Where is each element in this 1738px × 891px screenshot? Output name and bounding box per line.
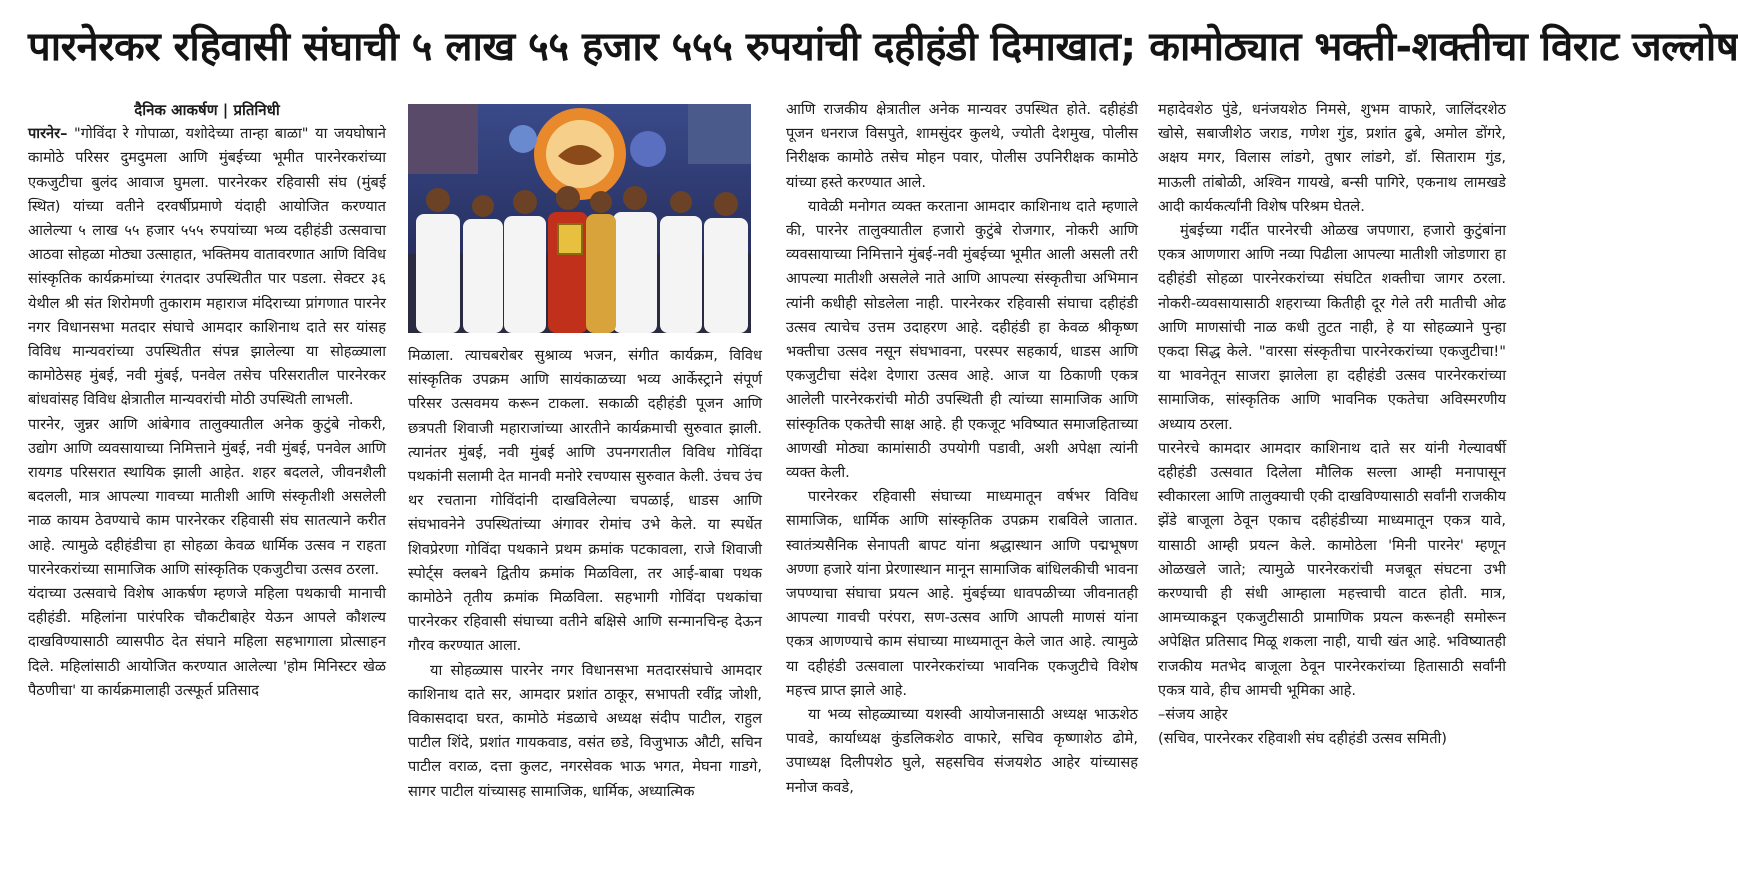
- signature-title: (सचिव, पारनेरकर रहिवाशी संघ दहीहंडी उत्सव समिती): [1158, 730, 1447, 748]
- paragraph: यावेळी मनोगत व्यक्त करताना आमदार काशिनाथ दाते म्हणाले की, पारनेर तालुक्यातील हजारो कुटुंबे रोजगार, नोकरी आणि व्यवसायाच्या निमित्ताने मुंबई-नवी मुंबईच्या भूमीत आली असली तरी आपल्या मातीशी असलेले नाते आणि आपल्या संस्कृतीचा अभिमान त्यांनी कधीही सोडलेला नाही. पारनेरकर रहिवासी संघाचा दहीहंडी उत्सव त्याचेच उत्तम उदाहरण आहे. दहीहंडी हा केवळ श्रीकृष्ण भक्तीचा उत्सव नसून संघभावना, परस्पर सहकार्य, धाडस आणि एकजुटीचा संदेश देणारा उत्सव आहे. आज या ठिकाणी एकत्र आलेली पारनेरकरांची मोठी उपस्थिती ही त्यांच्या सामाजिक आणि सांस्कृतिक एकतेची साक्ष आहे. ही एकजूट भविष्यात समाजहिताच्या आणखी मोठ्या कामांसाठी उपयोगी पडावी, अशी अपेक्षा त्यांनी व्यक्त केली.: [786, 197, 1138, 482]
- paragraph-text: "गोविंदा रे गोपाळा, यशोदेच्या तान्हा बाळा" या जयघोषाने कामोठे परिसर दुमदुमला आणि मुंबईच्या भूमीत पारनेरकरांच्या एकजुटीचा बुलंद आवाज घुमला. पारनेरकर रहिवासी संघ (मुंबई स्थित) यांच्या वतीने दरवर्षीप्रमाणे यंदाही आयोजित करण्यात आलेल्या ५ लाख ५५ हजार ५५५ रुपयांच्या भव्य दहीहंडी उत्सवाचा आठवा सोहळा मोठ्या उत्साहात, भक्तिमय वातावरणात आणि विविध सांस्कृतिक कार्यक्रमांच्या रंगतदार उपस्थितीत पार पडला. सेक्टर ३६ येथील श्री संत शिरोमणी तुकाराम महाराज मंदिराच्या प्रांगणात पारनेर नगर विधानसभा मतदार संघाचे आमदार काशिनाथ दाते सर यांसह विविध मान्यवरांच्या उपस्थितीत संपन्न झालेल्या या सोहळ्याला कामोठेसह मुंबई, नवी मुंबई, पनवेल तसेच परिसरातील पारनेरकर बांधवांसह विविध क्षेत्रातील मान्यवरांची मोठी उपस्थिती लाभली.: [28, 125, 386, 409]
- headline: पारनेरकर रहिवासी संघाची ५ लाख ५५ हजार ५५५ रुपयांची दहीहंडी दिमाखात; कामोठ्यात भक्ती-शक्तीचा विराट जल्लोष: [28, 24, 1738, 70]
- paragraph: यंदाच्या उत्सवाचे विशेष आकर्षण म्हणजे महिला पथकाची मानाची दहीहंडी. महिलांना पारंपरिक चौकटीबाहेर येऊन आपले कौशल्य दाखविण्यासाठी व्यासपीठ देत संघाने महिला सहभागाला प्रोत्साहन दिले. महिलांसाठी आयोजित करण्यात आलेल्या 'होम मिनिस्टर खेळ पैठणीचा' या कार्यक्रमालाही उत्स्फूर्त प्रतिसाद: [28, 585, 386, 699]
- article-column-3: [786, 98, 1138, 890]
- dateline: पारनेर–: [28, 125, 68, 143]
- paragraph: मुंबईच्या गर्दीत पारनेरची ओळख जपणारा, हजारो कुटुंबांना एकत्र आणणारा आणि नव्या पिढीला आपल्या मातीशी जोडणारा हा दहीहंडी सोहळा पारनेरकरांच्या संघटित शक्तीचा जागर ठरला. नोकरी-व्यवसायासाठी शहराच्या कितीही दूर गेले तरी मातीची ओढ आणि माणसांची नाळ कधी तुटत नाही, हे या सोहळ्याने पुन्हा एकदा सिद्ध केले. "वारसा संस्कृतीचा पारनेरकरांच्या एकजुटीचा!" या भावनेतून साजरा झालेला हा दहीहंडी उत्सव पारनेरकरांच्या सामाजिक, सांस्कृतिक आणि भावनिक एकतेचा अविस्मरणीय अध्याय ठरला.: [1158, 222, 1506, 433]
- byline: दैनिक आकर्षण | प्रतिनिधी: [134, 101, 280, 119]
- article-column-2: [408, 344, 762, 890]
- paragraph: महादेवशेठ पुंडे, धनंजयशेठ निमसे, शुभम वाफारे, जालिंदरशेठ खोसे, सबाजीशेठ जराड, गणेश गुंड, प्रशांत ढुबे, अमोल डोंगरे, अक्षय मगर, विलास लांडगे, तुषार लांडगे, डॉ. सिताराम गुंड, माऊली तांबोळी, अश्विन गायखे, बन्सी पागिरे, एकनाथ लामखडे आदी कार्यकर्त्यांनी विशेष परिश्रम घेतले.: [1158, 101, 1506, 215]
- paragraph: या सोहळ्यास पारनेर नगर विधानसभा मतदारसंघाचे आमदार काशिनाथ दाते सर, आमदार प्रशांत ठाकूर, सभापती रवींद्र जोशी, विकासदादा घरत, कामोठे मंडळाचे अध्यक्ष संदीप पाटील, राहुल पाटील शिंदे, प्रशांत गायकवाड, वसंत छडे, विजुभाऊ औटी, सचिन पाटील वराळ, दत्ता कुलट, नगरसेवक भाऊ भगत, मेघना गाडगे, सागर पाटील यांच्यासह सामाजिक, धार्मिक, अध्यात्मिक: [408, 661, 762, 800]
- event-photo: [408, 104, 751, 333]
- group-photo-icon: [408, 104, 751, 333]
- paragraph: पारनेर, जुन्नर आणि आंबेगाव तालुक्यातील अनेक कुटुंबे नोकरी, उद्योग आणि व्यवसायाच्या निमित्ताने मुंबई, नवी मुंबई, पनवेल आणि रायगड परिसरात स्थायिक झाली आहेत. शहर बदलले, जीवनशैली बदलली, मात्र आपल्या गावच्या मातीशी आणि संस्कृतीशी असलेली नाळ कायम ठेवण्याचे काम पारनेरकर रहिवासी संघ सातत्याने करीत आहे. त्यामुळे दहीहंडीचा हा सोहळा केवळ धार्मिक उत्सव न राहता पारनेरकरांच्या सामाजिक आणि सांस्कृतिक एकजुटीचा उत्सव ठरला.: [28, 415, 386, 578]
- signature-name: –संजय आहेर: [1158, 706, 1228, 724]
- paragraph: पारनेरचे कामदार आमदार काशिनाथ दाते सर यांनी गेल्यावर्षी दहीहंडी उत्सवात दिलेला मौलिक सल्ला आम्ही मनापासून स्वीकारला आणि तालुक्याची एकी दाखविण्यासाठी सर्वांनी राजकीय झेंडे बाजूला ठेवून एकाच दहीहंडीच्या माध्यमातून एकत्र यावे, यासाठी आम्ही प्रयत्न केले. कामोठेला 'मिनी पारनेर' म्हणून ओळखले जाते; त्यामुळे पारनेरकरांची मजबूत संघटना उभी करण्याची ही संधी आम्हाला महत्त्वाची वाटत होती. मात्र, आमच्याकडून एकजुटीसाठी प्रामाणिक प्रयत्न करूनही समोरून अपेक्षित प्रतिसाद मिळू शकला नाही, याची खंत आहे. भविष्यातही राजकीय मतभेद बाजूला ठेवून पारनेरकरांच्या हितासाठी सर्वांनी एकत्र यावे, हीच आमची भूमिका आहे.: [1158, 439, 1506, 699]
- article-column-1: [28, 98, 386, 890]
- paragraph: या भव्य सोहळ्याच्या यशस्वी आयोजनासाठी अध्यक्ष भाऊशेठ पावडे, कार्याध्यक्ष कुंडलिकशेठ वाफारे, सचिव कृष्णाशेठ ढोमे, उपाध्यक्ष दिलीपशेठ घुले, सहसचिव संजयशेठ आहेर यांच्यासह मनोज कवडे,: [786, 706, 1138, 796]
- paragraph: [28, 122, 386, 412]
- paragraph: पारनेरकर रहिवासी संघाच्या माध्यमातून वर्षभर विविध सामाजिक, धार्मिक आणि सांस्कृतिक उपक्रम राबविले जातात. स्वातंत्र्यसैनिक सेनापती बापट यांना श्रद्धास्थान आणि पद्मभूषण अण्णा हजारे यांना प्रेरणास्थान मानून सामाजिक बांधिलकीची भावना जपण्याचा संघाचा प्रयत्न आहे. मुंबईच्या धावपळीच्या जीवनातही आपल्या गावची परंपरा, सण-उत्सव आणि आपली माणसं यांना एकत्र आणण्याचे काम संघाच्या माध्यमातून केले जात आहे. त्यामुळे या दहीहंडी उत्सवाला पारनेरकरांच्या भावनिक एकजुटीचे विशेष महत्त्व प्राप्त झाले आहे.: [786, 488, 1138, 699]
- paragraph: आणि राजकीय क्षेत्रातील अनेक मान्यवर उपस्थित होते. दहीहंडी पूजन धनराज विसपुते, शामसुंदर कुलथे, ज्योती देशमुख, पोलीस निरीक्षक कामोठे तसेच मोहन पवार, पोलीस उपनिरीक्षक कामोठे यांच्या हस्ते करण्यात आले.: [786, 101, 1138, 191]
- paragraph: मिळाला. त्याचबरोबर सुश्राव्य भजन, संगीत कार्यक्रम, विविध सांस्कृतिक उपक्रम आणि सायंकाळच्या भव्य आर्केस्ट्राने संपूर्ण परिसर उत्सवमय करून टाकला. सकाळी दहीहंडी पूजन आणि छत्रपती शिवाजी महाराजांच्या आरतीने कार्यक्रमाची सुरुवात झाली. त्यानंतर मुंबई, नवी मुंबई आणि उपनगरातील विविध गोविंदा पथकांनी सलामी देत मानवी मनोरे रचण्यास सुरुवात केली. उंचच उंच थर रचताना गोविंदांनी दाखविलेल्या चपळाई, धाडस आणि संघभावनेने उपस्थितांच्या अंगावर रोमांच उभे केले. या स्पर्धेत शिवप्रेरणा गोविंदा पथकाने प्रथम क्रमांक पटकावला, राजे शिवाजी स्पोर्ट्स क्लबने द्वितीय क्रमांक मिळविला, तर आई-बाबा पथक कामोठेने तृतीय क्रमांक मिळविला. सहभागी गोविंदा पथकांचा पारनेरकर रहिवासी संघाच्या वतीने बक्षिसे आणि सन्मानचिन्ह देऊन गौरव करण्यात आला.: [408, 347, 762, 655]
- article-column-4: [1158, 98, 1506, 890]
